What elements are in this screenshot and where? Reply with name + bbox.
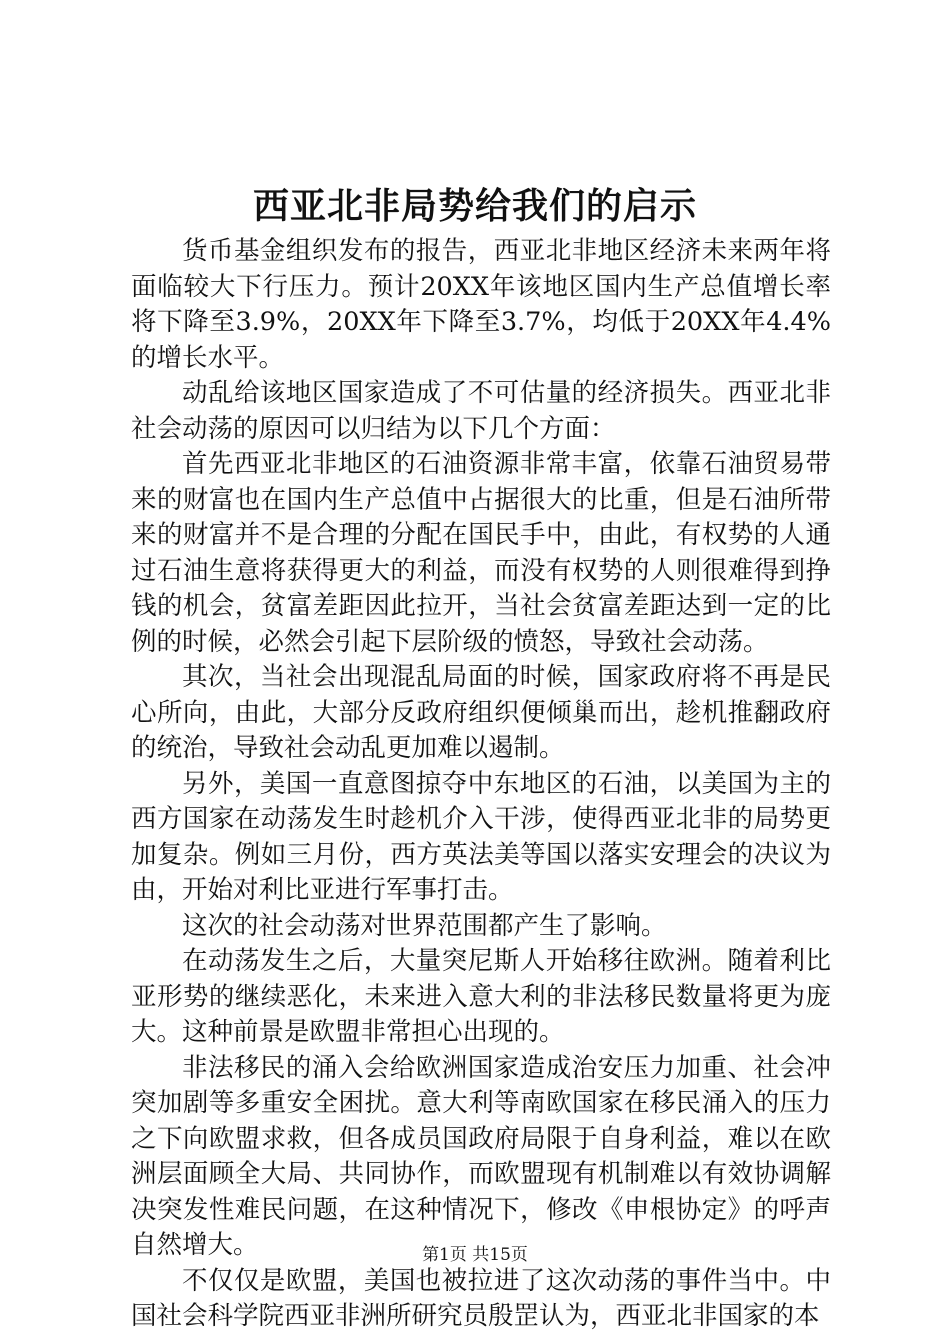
paragraph: 在动荡发生之后，大量突尼斯人开始移往欧洲。随着利比亚形势的继续恶化，未来进入意大利的非法移民数量将更为庞大。这种前景是欧盟非常担心出现的。: [131, 946, 831, 1047]
paragraph: 首先西亚北非地区的石油资源非常丰富，依靠石油贸易带来的财富也在国内生产总值中占据很大的比重，但是石油所带来的财富并不是合理的分配在国民手中，由此，有权势的人通过石油生意将获得更大的利益，而没有权势的人则很难得到挣钱的机会，贫富差距因此拉开，当社会贫富差距达到一定的比例的时候，必然会引起下层阶级的愤怒，导致社会动荡。: [131, 449, 831, 657]
paragraph: 其次，当社会出现混乱局面的时候，国家政府将不再是民心所向，由此，大部分反政府组织便倾巢而出，趁机推翻政府的统治，导致社会动乱更加难以遏制。: [131, 662, 831, 763]
paragraph: 这次的社会动荡对世界范围都产生了影响。: [182, 910, 667, 941]
document-title: 西亚北非局势给我们的启示: [252, 185, 697, 227]
document-body: [131, 234, 831, 1335]
paragraph: 另外，美国一直意图掠夺中东地区的石油，以美国为主的西方国家在动荡发生时趁机介入干涉，使得西亚北非的局势更加复杂。例如三月份，西方英法美等国以落实安理会的决议为由，开始对利比亚进行军事打击。: [131, 768, 831, 905]
paragraph: 不仅仅是欧盟，美国也被拉进了这次动荡的事件当中。中国社会科学院西亚非洲所研究员殷罡认为，西亚北非国家的本: [131, 1265, 831, 1331]
paragraph: 非法移民的涌入会给欧洲国家造成治安压力加重、社会冲突加剧等多重安全困扰。意大利等南欧国家在移民涌入的压力之下向欧盟求救，但各成员国政府局限于自身利益，难以在欧洲层面顾全大局、共同协作，而欧盟现有机制难以有效协调解决突发性难民问题，在这种情况下，修改《申根协定》的呼声自然增大。: [131, 1052, 831, 1260]
paragraph: 动乱给该地区国家造成了不可估量的经济损失。西亚北非社会动荡的原因可以归结为以下几个方面：: [131, 378, 831, 444]
page-number-footer: 第1页 共15页: [422, 1245, 528, 1265]
paragraph: 货币基金组织发布的报告，西亚北非地区经济未来两年将面临较大下行压力。预计20XX年该地区国内生产总值增长率将下降至3.9%，20XX年下降至3.7%，均低于20XX年4.4%的增长水平。: [131, 236, 831, 373]
